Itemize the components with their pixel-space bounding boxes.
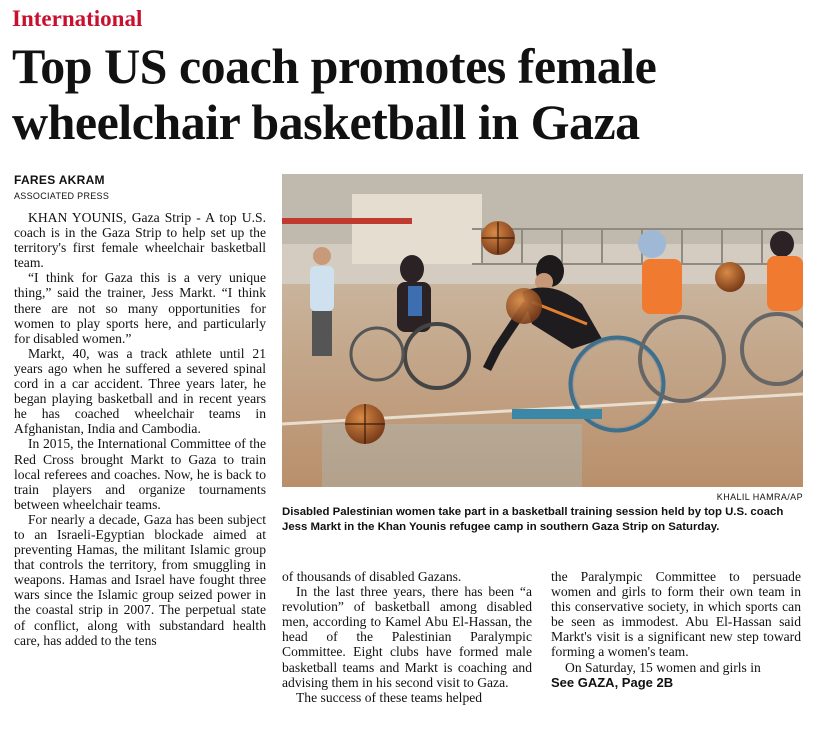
paragraph: of thousands of disabled Gazans. (282, 569, 462, 584)
paragraph: For nearly a decade, Gaza has been subject to an Israeli-Egyptian blockade aimed at preventing Hamas, the militant Islamic group that controls the territory, from smuggling in weapons. Hamas and Israel have fought three wars since the Islamic group seized power in the coastal strip in 2007. The perpetual state of conflict, along with substandard health care, has added to the tens (14, 511, 266, 648)
paragraph: The success of these teams helped (296, 689, 483, 705)
section-kicker: International (12, 6, 143, 31)
byline-author: FARES AKRAM (14, 173, 105, 187)
paragraph: Markt, 40, was a track athlete until 21 years ago when he suffered a severed spinal cord in a car accident. Three years later, he began playing basketball and in recent years he has coached wheelchair teams in Afghanistan, India and Cambodia. (14, 345, 266, 437)
headline (12, 38, 812, 150)
paragraph: On Saturday, 15 women and girls in (565, 659, 761, 675)
photo-credit: KHALIL HAMRA/AP (716, 492, 803, 502)
basketball-training-photo (282, 174, 803, 487)
continuation-link[interactable]: See GAZA, Page 2B (551, 674, 674, 690)
article-column-1 (14, 210, 266, 648)
paragraph: “I think for Gaza this is a very unique thing,” said the trainer, Jess Markt. “I think there are not so many opportunities for women to play sports here, and particularly for disabled women.” (14, 270, 266, 346)
article-column-2 (282, 569, 532, 705)
paragraph: In 2015, the International Committee of the Red Cross brought Markt to Gaza to train local referees and coaches. Now, he is back to train players and organize tournaments between wheelchair teams. (14, 436, 266, 512)
headline-line-2: wheelchair basketball in Gaza (12, 94, 640, 150)
paragraph: the Paralympic Committee to persuade women and girls to form their own team in this conservative society, in which sports can be seen as immodest. Abu El-Hassan said Markt's visit is a significant new step toward forming a women's team. (551, 569, 801, 660)
headline-line-1: Top US coach promotes female (12, 38, 657, 94)
paragraph: In the last three years, there has been “a revolution” of basketball among disabled men, according to Kamel Abu El-Hassan, the head of the Palestinian Paralympic Committee. Eight clubs have formed male basketball teams and Markt is coaching and advising them in his second visit to Gaza. (282, 584, 532, 690)
article-column-3 (551, 569, 801, 690)
paragraph: KHAN YOUNIS, Gaza Strip - A top U.S. coach is in the Gaza Strip to help set up the territory's first female wheelchair basketball team. (14, 210, 266, 271)
photo-caption: Disabled Palestinian women take part in a basketball training session held by top U.S. coach Jess Markt in the Khan Younis refugee camp in southern Gaza Strip on Saturday. (282, 506, 784, 533)
byline-agency: ASSOCIATED PRESS (14, 191, 110, 201)
news-photo (282, 174, 803, 487)
